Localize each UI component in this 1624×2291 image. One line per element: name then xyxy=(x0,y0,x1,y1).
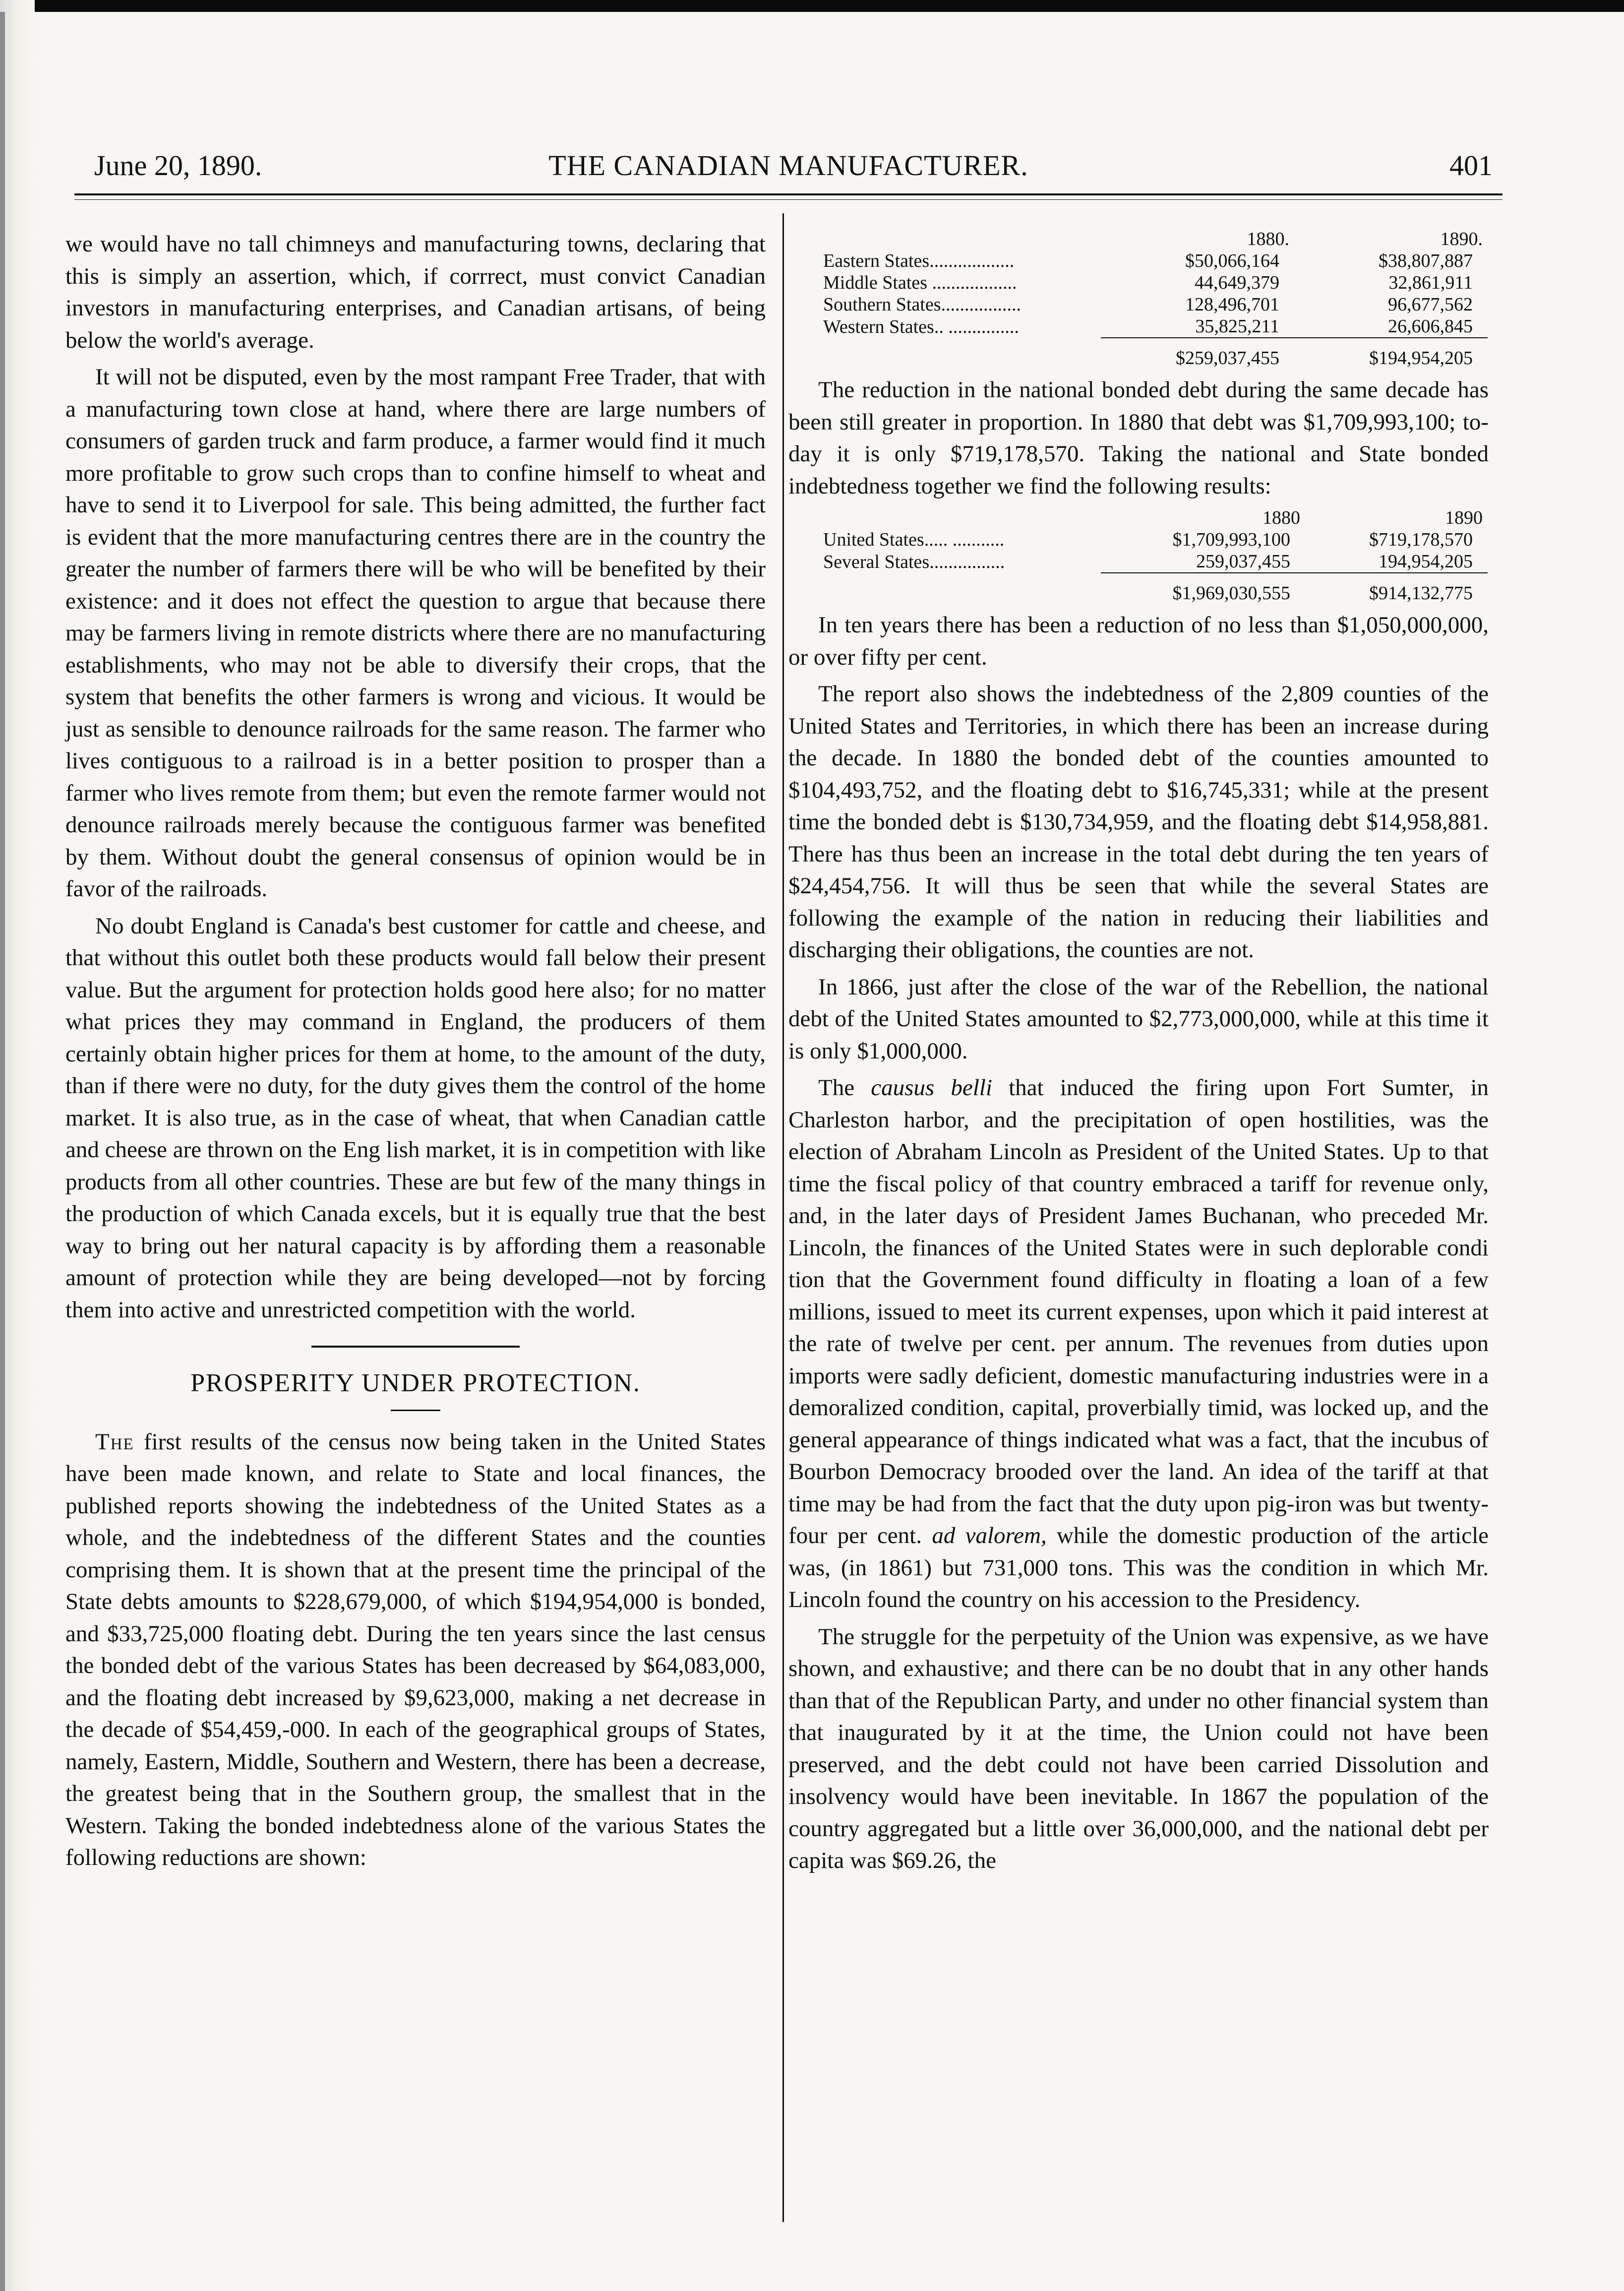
column-header-1880: 1880 xyxy=(1262,507,1300,528)
paragraph: The struggle for the perpetuity of the Union was expensive, as we have shown, and exhaustive; and there can be no doubt that in any other hands than that of the Republican Party, and under no other financial system than that inaugurated by it at the time, the Union could not have been preserved, and the debt could not have been carried Dissolution and insolvency would have been inevitable. In 1867 the population of the country aggregated but a little over 36,000,000, and the national debt per capita was $69.26, the xyxy=(788,1623,1489,1873)
value-1880: $1,709,993,100 xyxy=(1172,529,1290,550)
column-header-1890: 1890. xyxy=(1440,229,1483,249)
paragraph: The reduction in the national bonded debt during the same decade has been still greater in proportion. In 1880 that debt was $1,709,993,100; to-day it is only $719,178,570. Taking the national and State bonded indebtedness together we find the following results: xyxy=(788,377,1489,499)
italic-phrase: causus belli xyxy=(871,1075,992,1101)
value-1890: $38,807,887 xyxy=(1379,250,1473,271)
row-label: Several States................ xyxy=(823,551,1005,572)
paragraph: In 1866, just after the close of the war of the Rebellion, the national debt of the United States amounted to $2,773,000,000, while at this time it is only $1,000,000. xyxy=(788,974,1489,1064)
article-text: first results of the census now being taken in the United States have been made known, and relate to State and local finances, the published reports showing the indebtedness of the United States as a whole, and the indebtedness of the different States and the counties comprising them. It is shown that at the present time the principal of the State debts amounts to $228,679,000, of which $194,954,000 is bonded, and $33,725,000 floating debt. During the ten years since the last census the bonded debt of the various States has been decreased by $64,083,000, and the floating debt increased by $9,623,000, making a net decrease in the decade of $54,459,-000. In each of the geographical groups of States, namely, Eastern, Middle, Southern and Western, there has been a decrease, the greatest being that in the Southern group, the smallest that in the Western. Taking the bonded indebtedness alone of the various States the following reductions are shown: xyxy=(65,1428,766,1870)
table-row xyxy=(823,315,1488,338)
left-column xyxy=(65,228,766,1879)
lead-word: The xyxy=(95,1428,134,1455)
article-paragraph xyxy=(65,1426,766,1874)
value-1880: $50,066,164 xyxy=(1185,250,1279,271)
paragraph: we would have no tall chimneys and manufacturing towns, declaring that this is simply an assertion, which, if corrrect, must convict Canadian investors in manufacturing enterprises, and Canadian artisans, of being below the world's average. xyxy=(65,231,766,353)
total-1880: $1,969,030,555 xyxy=(1101,573,1305,604)
value-1880: 259,037,455 xyxy=(1196,551,1290,572)
value-1880: 128,496,701 xyxy=(1185,294,1279,315)
value-1890: 194,954,205 xyxy=(1379,551,1473,572)
row-label: Eastern States.................. xyxy=(823,250,1015,271)
total-1890: $914,132,775 xyxy=(1305,573,1488,604)
paragraph: It will not be disputed, even by the most rampant Free Trader, that with a manufacturing town close at hand, where there are large numbers of consumers of garden truck and farm produce, a farmer would find it much more profitable to grow such crops than to confine himself to wheat and have to send it to Liverpool for sale. This being admitted, the further fact is evident that the more manufacturing centres there are in the country the greater the number of farmers there will be who will be benefited by their existence: and it does not effect the question to argue that because there may be farmers living in remote districts where there are no manufacturing establishments, who may not be able to diversify their crops, that the system that benefits the other farmers is wrong and vicious. It would be just as sensible to denounce railroads for the same reason. The farmer who lives contiguous to a railroad is in a better position to prosper than a farmer who lives remote from them; but even the remote farmer would not denounce railroads merely because the contiguous farmer was benefited by them. Without doubt the general consensus of opinion would be in favor of the railroads. xyxy=(65,364,766,902)
right-column xyxy=(788,228,1489,1882)
table-total-row xyxy=(823,573,1488,604)
page-number: 401 xyxy=(1449,149,1493,182)
page-header xyxy=(74,149,1503,188)
value-1890: 26,606,845 xyxy=(1388,316,1473,337)
value-1890: 96,677,562 xyxy=(1388,294,1473,315)
value-1880: 35,825,211 xyxy=(1195,316,1279,337)
text-run: while the domestic production of the article was, (in 1861) but 731,000 tons. This was the condition in which Mr. Lincoln found the country on his accession to the Presidency. xyxy=(788,1523,1489,1612)
value-1890: $719,178,570 xyxy=(1369,529,1473,550)
table-row xyxy=(823,294,1488,315)
text-run: The xyxy=(818,1075,855,1101)
table-row xyxy=(823,272,1488,294)
scan-top-border xyxy=(0,0,1624,12)
total-1890: $194,954,205 xyxy=(1294,338,1488,369)
national-state-debt-table xyxy=(823,507,1488,604)
article-heading: PROSPERITY UNDER PROTECTION. xyxy=(190,1369,641,1397)
value-1880: 44,649,379 xyxy=(1195,272,1279,293)
binding-shadow xyxy=(0,12,5,2291)
column-divider xyxy=(782,213,784,2222)
issue-date: June 20, 1890. xyxy=(94,149,262,182)
row-label: Western States.. ............... xyxy=(823,316,1019,337)
column-header-1880: 1880. xyxy=(1247,229,1289,249)
column-header-1890: 1890 xyxy=(1445,507,1483,528)
total-1880: $259,037,455 xyxy=(1101,338,1294,369)
text-run: that induced the firing upon Fort Sumter, in Charleston harbor, and the precipitation of open hostilities, was the election of Abraham Lincoln as President of the United States. Up to that time the fiscal policy of that country embraced a tariff for revenue only, and, in the later days of President James Buchanan, who preceded Mr. Lincoln, the finances of the United States were in such deplorable condi tion that the Government found difficulty in floating a loan of a few millions, issued to meet its current expenses, upon which it paid interest at the rate of twelve per cent. per annum. The revenues from duties upon imports were sadly deficient, domestic manufacturing industries were in a demoralized condition, capital, proverbially timid, was locked up, and the general appearance of things indicated what was a fact, that the incubus of Bourbon Democracy brooded over the land. An idea of the tariff at that time may be had from the fact that the duty upon pig-iron was but twenty-four per cent. xyxy=(788,1075,1489,1548)
header-rule xyxy=(74,193,1503,195)
publication-title: THE CANADIAN MANUFACTURER. xyxy=(548,149,1028,182)
table-total-row xyxy=(823,338,1488,369)
section-divider xyxy=(311,1346,520,1348)
scan-left-edge xyxy=(0,0,35,2291)
paragraph xyxy=(788,1072,1489,1616)
value-1890: 32,861,911 xyxy=(1388,272,1473,293)
paragraph: No doubt England is Canada's best customer for cattle and cheese, and that without this outlet both these products would fall below their present value. But the argument for protection holds good here also; for no matter what prices they may command in England, the producers of them certainly obtain higher prices for them at home, to the amount of the duty, than if there were no duty, for the duty gives them the control of the home market. It is also true, as in the case of wheat, that when Canadian cattle and cheese are thrown on the Eng lish market, it is in competition with like products from all other countries. These are but few of the many things in the production of which Canada excels, but it is equally true that the best way to bring out her natural capacity is by affording them a reasonable amount of protection while they are being developed—not by forcing them into active and unrestricted competition with the world. xyxy=(65,913,766,1323)
paragraph: In ten years there has been a reduction of no less than $1,050,000,000, or over fifty per cent. xyxy=(788,612,1489,670)
table-row xyxy=(823,551,1488,573)
paragraph: The report also shows the indebtedness of the 2,809 counties of the United States and Territories, in which there has been an increase during the decade. In 1880 the bonded debt of the counties amounted to $104,493,752, and the floating debt to $16,745,331; while at the present time the bonded debt is $130,734,959, and the floating debt $14,958,881. There has thus been an increase in the total debt during the ten years of $24,454,756. It will thus be seen that while the several States are following the example of the nation in reducing their liabilities and discharging their obligations, the counties are not. xyxy=(788,681,1489,963)
row-label: Southern States................. xyxy=(823,294,1021,315)
row-label: United States..... ........... xyxy=(823,529,1005,550)
state-debt-table xyxy=(823,228,1488,369)
italic-phrase: ad valorem, xyxy=(932,1523,1047,1548)
heading-underline xyxy=(391,1410,440,1411)
table-row xyxy=(823,529,1488,551)
table-row xyxy=(823,250,1488,272)
header-rule-thin xyxy=(74,199,1503,200)
row-label: Middle States .................. xyxy=(823,272,1017,293)
